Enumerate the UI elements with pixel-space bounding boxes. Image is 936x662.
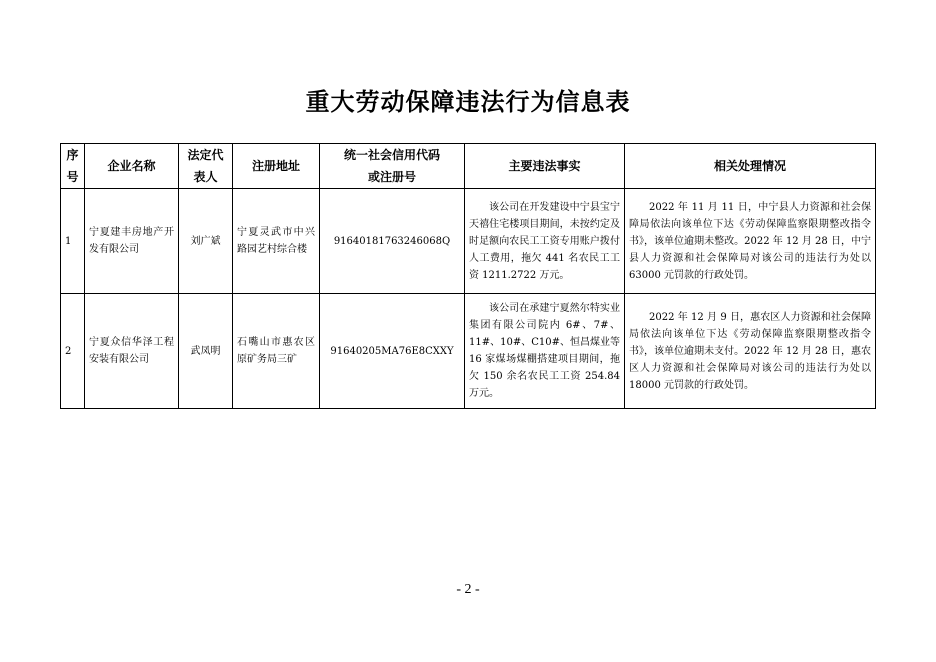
cell-address: 石嘴山市惠农区原矿务局三矿 — [233, 294, 320, 409]
page-number: - 2 - — [456, 582, 480, 597]
header-index — [61, 144, 85, 189]
cell-index: 2 — [61, 294, 85, 409]
table-row — [61, 189, 876, 294]
cell-credit-code: 91640181763246068Q — [320, 189, 465, 294]
header-legal-rep-line2: 表人 — [193, 170, 218, 184]
header-credit-code-line2: 或注册号 — [367, 170, 416, 184]
cell-company: 宁夏众信华泽工程安装有限公司 — [85, 294, 179, 409]
cell-handling: 2022 年 11 月 11 日，中宁县人力资源和社会保障局依法向该单位下达《劳动保障监察限期整改指令书》，该单位逾期未整改。2022 年 12 月 28 日，中宁县人力资源和社会保障局对该公司的违法行为处以 63000 元罚款的行政处罚。 — [625, 189, 876, 294]
cell-handling: 2022 年 12 月 9 日，惠农区人力资源和社会保障局依法向该单位下达《劳动保障监察限期整改指令书》，该单位逾期未支付。2022 年 12 月 28 日，惠农区人力资源和社会保障局对该公司的违法行为处以 18000 元罚款的行政处罚。 — [625, 294, 876, 409]
cell-credit-code: 91640205MA76E8CXXY — [320, 294, 465, 409]
cell-index: 1 — [61, 189, 85, 294]
table-row — [61, 294, 876, 409]
cell-company: 宁夏建丰房地产开发有限公司 — [85, 189, 179, 294]
header-credit-code-line1: 统一社会信用代码 — [343, 148, 440, 162]
header-index-line2: 号 — [66, 170, 79, 184]
cell-legal-rep: 武凤明 — [179, 294, 233, 409]
table-header-row — [61, 144, 876, 189]
cell-violation: 该公司在承建宁夏然尔特实业集团有限公司院内 6#、7#、11#、10#、C10#、恒昌煤业等 16 家煤场煤棚搭建项目期间，拖欠 150 余名农民工工资 254.84 万元。 — [465, 294, 625, 409]
header-address: 注册地址 — [233, 144, 320, 189]
cell-address: 宁夏灵武市中兴路园艺村综合楼 — [233, 189, 320, 294]
header-index-line1: 序 — [66, 148, 79, 162]
header-handling: 相关处理情况 — [625, 144, 876, 189]
header-violation: 主要违法事实 — [465, 144, 625, 189]
cell-violation: 该公司在开发建设中宁县宝宁天禧住宅楼项目期间，未按约定及时足额向农民工工资专用账户拨付人工费用，拖欠 441 名农民工工资 1211.2722 万元。 — [465, 189, 625, 294]
document-title: 重大劳动保障违法行为信息表 — [305, 88, 631, 116]
header-credit-code — [320, 144, 465, 189]
violation-info-table — [60, 143, 876, 409]
header-company: 企业名称 — [85, 144, 179, 189]
cell-legal-rep: 刘广斌 — [179, 189, 233, 294]
header-legal-rep — [179, 144, 233, 189]
header-legal-rep-line1: 法定代 — [187, 148, 224, 162]
